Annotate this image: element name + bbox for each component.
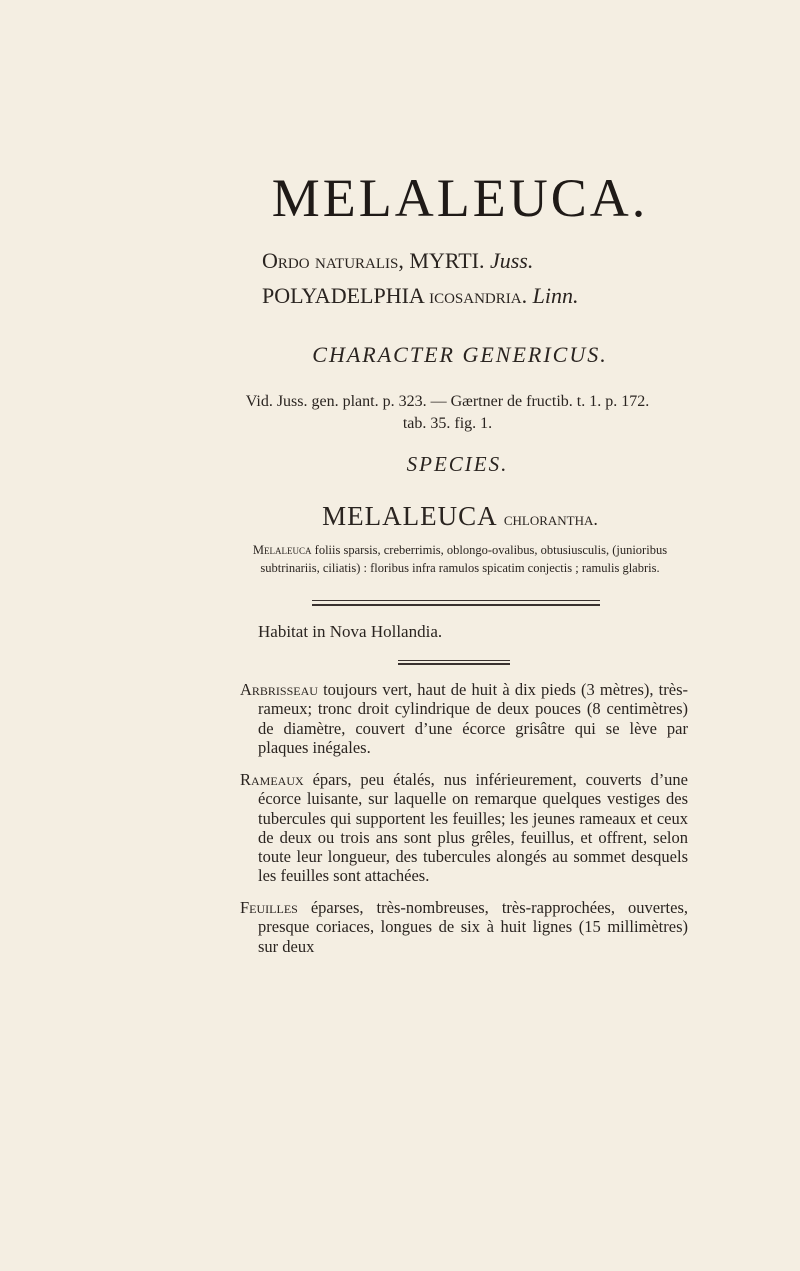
paragraph-lead-word: Arbrisseau — [240, 680, 318, 699]
paragraph-lead-word: Rameaux — [240, 770, 304, 789]
description-paragraph — [240, 898, 688, 956]
paragraph-text: épars, peu étalés, nus inférieurement, couverts d’une écorce luisante, sur laquelle on remarque quelques vestiges des tubercules qui supportent les feuilles; les jeunes rameaux et ceux de deux ou trois ans sont plus grêles, feuillus, et offrent, selon toute leur longueur, des tubercules alongés au sommet desquels les feuilles sont attachées. — [258, 770, 689, 886]
habitat-line: Habitat in Nova Hollandia. — [258, 622, 443, 641]
character-reference-line2: tab. 35. fig. 1. — [402, 415, 493, 432]
classis-order: icosandria. — [429, 283, 528, 308]
species-epithet: chlorantha. — [503, 509, 598, 529]
ordo-family: MYRTI. — [409, 248, 485, 273]
ordo-author: Juss. — [489, 248, 534, 273]
diagnosis-text: foliis sparsis, creberrimis, oblongo-ovalibus, obtusiusculis, (junioribus subtrinariis, ciliatis) : floribus infra ramulos spicatim conjectis ; ramulis glabris. — [260, 543, 668, 575]
description-paragraph — [240, 680, 688, 757]
short-double-rule-divider — [398, 660, 510, 665]
diagnosis-lead: Melaleuca — [252, 543, 312, 557]
character-heading: CHARACTER GENERICUS. — [312, 342, 608, 367]
character-reference — [0, 391, 800, 435]
classis-author: Linn. — [532, 283, 579, 308]
classis-line — [262, 283, 578, 309]
description-paragraph — [240, 770, 688, 886]
species-diagnosis — [243, 541, 677, 577]
ordo-line — [262, 248, 533, 274]
paragraph-text: éparses, très-nombreuses, très-rapprochées, ouvertes, presque coriaces, longues de six à huit lignes (15 millimètres) sur deux — [258, 898, 688, 956]
species-name — [0, 500, 800, 535]
ordo-label: Ordo naturalis, — [262, 248, 404, 273]
classis-label: POLYADELPHIA — [262, 283, 424, 308]
paragraph-lead-word: Feuilles — [240, 898, 298, 917]
double-rule-divider — [312, 600, 600, 606]
genus-title: MELALEUCA. — [271, 168, 649, 228]
paragraph-text: toujours vert, haut de huit à dix pieds (3 mètres), très-rameux; tronc droit cylindrique de deux pouces (8 centimètres) de diamètre, couvert d’une écorce grisâtre qui se lève par plaques inégales. — [258, 680, 688, 757]
character-reference-line1: Vid. Juss. gen. plant. p. 323. — Gærtner de fructib. t. 1. p. 172. — [245, 393, 650, 410]
species-heading: SPECIES. — [406, 452, 509, 476]
species-genus: MELALEUCA — [322, 501, 497, 531]
